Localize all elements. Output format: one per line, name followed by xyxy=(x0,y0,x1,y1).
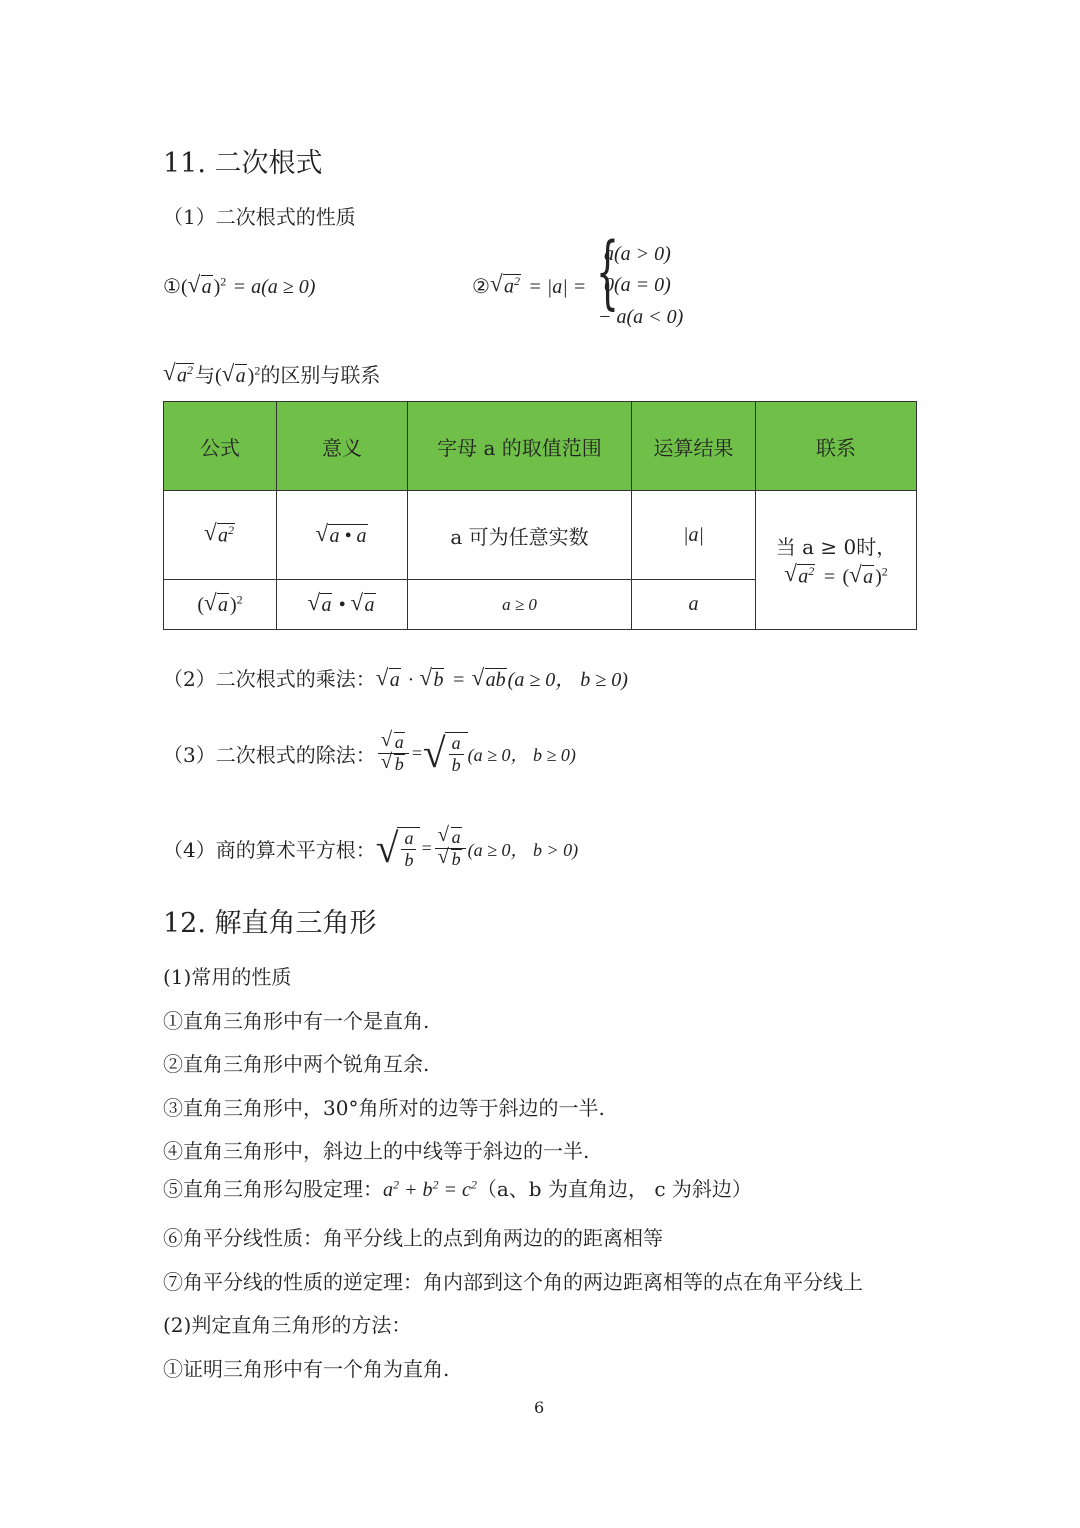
table-header-row xyxy=(164,402,917,491)
case-3: − a(a < 0) xyxy=(598,306,684,328)
header-link: 联系 xyxy=(756,402,917,491)
cell-meaning-1: √ a • a xyxy=(277,491,408,580)
section-12-title: 12. 解直角三角形 xyxy=(163,908,377,939)
header-range: 字母 a 的取值范围 xyxy=(408,402,632,491)
list-item: ①直角三角形中有一个是直角. xyxy=(163,1009,430,1033)
page-number: 6 xyxy=(534,1398,545,1417)
quotient-root-rule: （4）商的算术平方根： √ $\frac{a}{b}$ = √ a √ b (a ≥ 0， b > 0) xyxy=(163,824,579,871)
subheading-properties: （1）二次根式的性质 xyxy=(163,205,356,229)
division-rule: （3）二次根式的除法： √ a √ b = √ $\frac{a}{b}$ (a ≥ 0， b ≥ 0) xyxy=(163,729,576,776)
comparison-table xyxy=(163,401,917,630)
cell-result-1: |a| xyxy=(632,491,756,580)
list-item: ②直角三角形中两个锐角互余. xyxy=(163,1052,430,1076)
cases-brace-icon: { xyxy=(595,225,619,318)
property-1: ①( √ a )$^2$ = a(a ≥ 0) xyxy=(163,272,316,298)
list-item: ①证明三角形中有一个角为直角. xyxy=(163,1357,450,1381)
cell-meaning-2: √ a • √ a xyxy=(277,580,408,630)
cell-range-1: a 可为任意实数 xyxy=(408,491,632,580)
cell-result-2: a xyxy=(632,580,756,630)
cell-formula-1: √ $a^2$ xyxy=(164,491,277,580)
list-item-pythagorean: ⑤直角三角形勾股定理：$a^2 + b^2 = c^2(a$、b 为直角边， c 为斜边） xyxy=(163,1177,752,1201)
header-result: 运算结果 xyxy=(632,402,756,491)
property-2: ② √ $a^2 = |a|$ = xyxy=(472,271,587,298)
cell-formula-2: ( √ a )$^2$ xyxy=(164,580,277,630)
list-item: ③直角三角形中，30°角所对的边等于斜边的一半. xyxy=(163,1096,605,1120)
table-row xyxy=(164,491,917,580)
multiplication-rule: （2）二次根式的乘法： √ a · √ b = √ ab (a ≥ 0， b ≥ 0) xyxy=(163,665,628,691)
case-1: a(a > 0) xyxy=(604,243,671,265)
header-formula: 公式 xyxy=(164,402,277,491)
cell-link: 当 a ≥ 0时， √ $a^2$ = ( √ a )$^2$ xyxy=(756,491,917,630)
case-2: 0(a = 0) xyxy=(604,274,671,296)
cell-range-2: a ≥ 0 xyxy=(408,580,632,630)
difference-heading: √ $a^2$ 与( √ a )$^2$的区别与联系 xyxy=(163,360,381,387)
list-item: ⑥角平分线性质：角平分线上的点到角两边的的距离相等 xyxy=(163,1226,663,1250)
list-item: ⑦角平分线的性质的逆定理：角内部到这个角的两边距离相等的点在角平分线上 xyxy=(163,1270,863,1294)
header-meaning: 意义 xyxy=(277,402,408,491)
section-11-title: 11. 二次根式 xyxy=(163,148,323,179)
subheading-common-properties: (1)常用的性质 xyxy=(163,965,292,989)
subheading-methods: (2)判定直角三角形的方法： xyxy=(163,1313,412,1337)
list-item: ④直角三角形中，斜边上的中线等于斜边的一半. xyxy=(163,1139,590,1163)
